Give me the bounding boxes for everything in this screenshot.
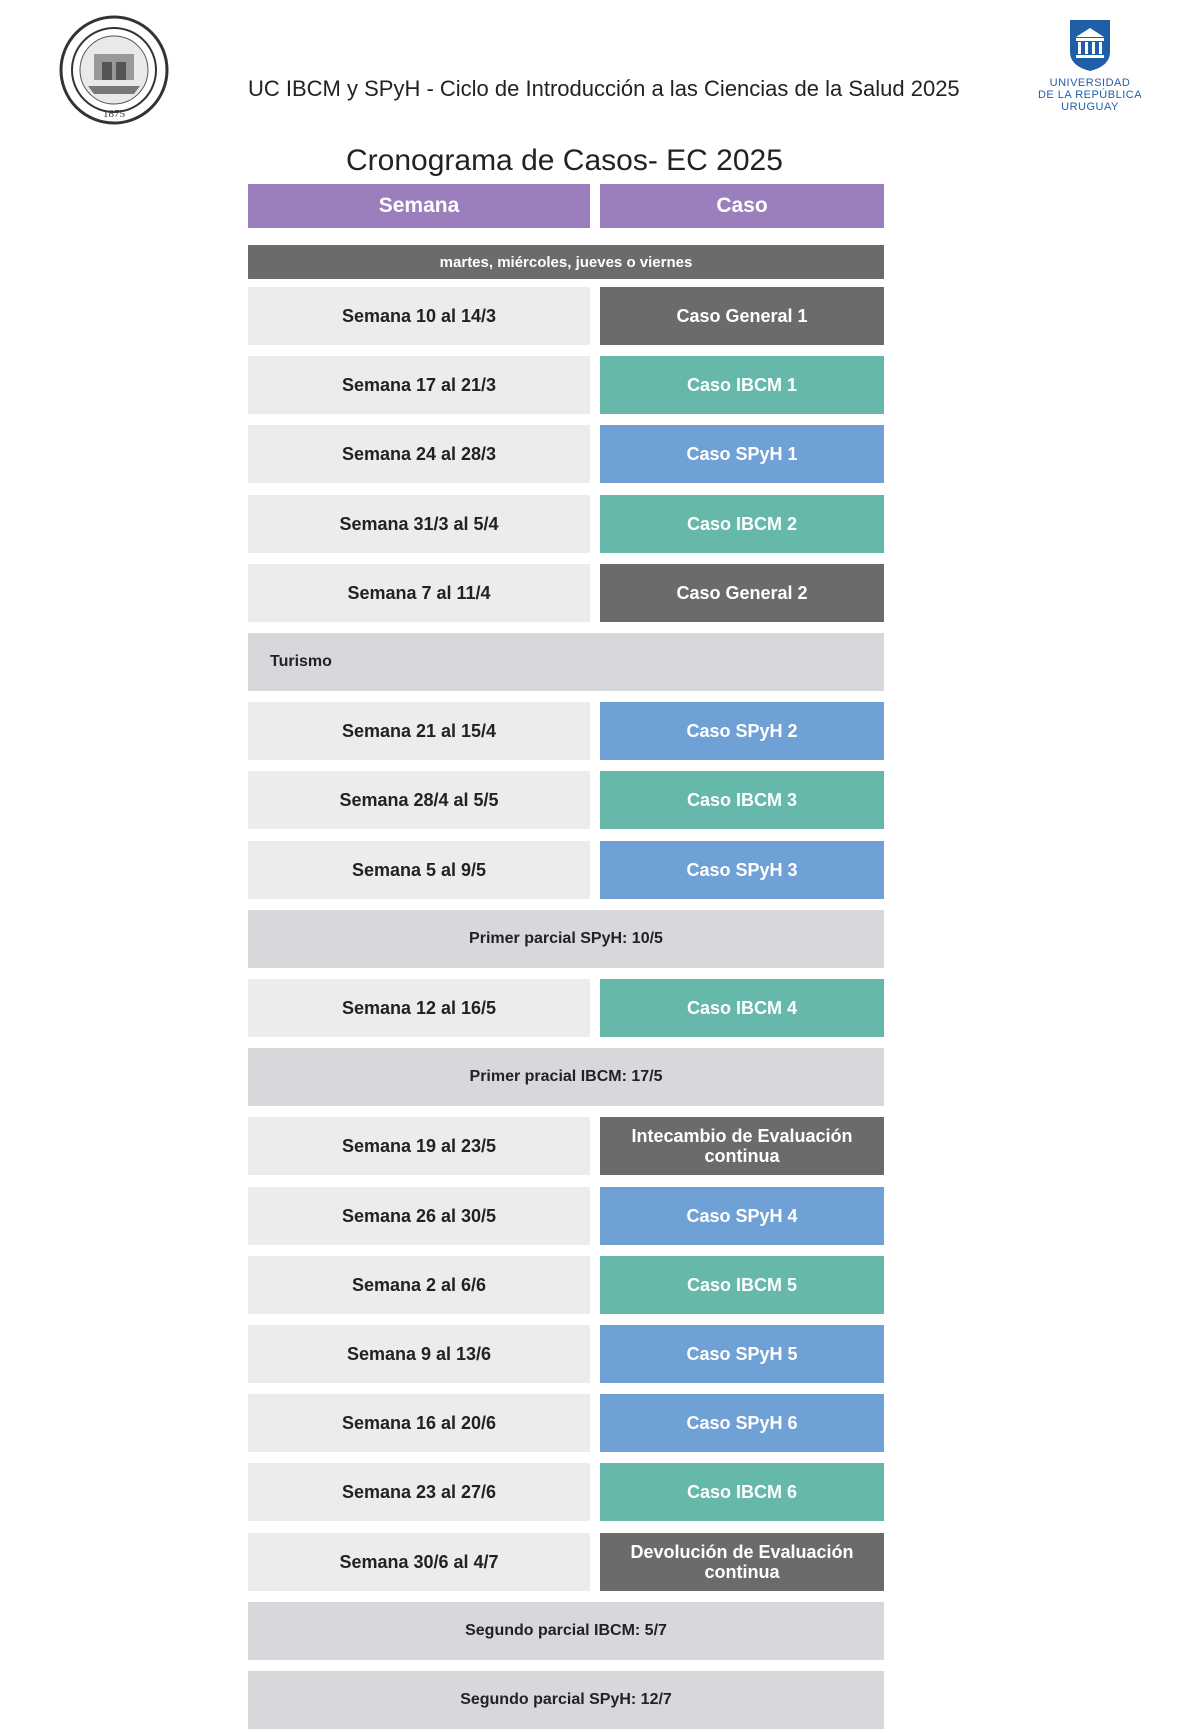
week-cell: Semana 28/4 al 5/5	[248, 771, 590, 829]
week-cell: Semana 7 al 11/4	[248, 564, 590, 622]
case-cell-ibcm: Caso IBCM 6	[600, 1463, 884, 1521]
week-cell: Semana 17 al 21/3	[248, 356, 590, 414]
case-cell-ibcm: Caso IBCM 1	[600, 356, 884, 414]
week-cell: Semana 30/6 al 4/7	[248, 1533, 590, 1591]
schedule-note: Segundo parcial SPyH: 12/7	[248, 1671, 884, 1729]
week-cell: Semana 5 al 9/5	[248, 841, 590, 899]
faculty-seal-logo	[58, 14, 170, 126]
case-cell-spyh: Caso SPyH 6	[600, 1394, 884, 1452]
case-cell-general: Caso General 1	[600, 287, 884, 345]
case-cell-general: Devolución de Evaluación continua	[600, 1533, 884, 1591]
schedule-note: Primer pracial IBCM: 17/5	[248, 1048, 884, 1106]
schedule-title: Cronograma de Casos- EC 2025	[346, 144, 783, 177]
logo-text-3: URUGUAY	[1061, 101, 1119, 113]
week-cell: Semana 9 al 13/6	[248, 1325, 590, 1383]
week-cell: Semana 21 al 15/4	[248, 702, 590, 760]
logo-text-1: UNIVERSIDAD	[1049, 77, 1131, 89]
schedule-note: Turismo	[248, 633, 884, 691]
case-cell-spyh: Caso SPyH 5	[600, 1325, 884, 1383]
case-cell-general: Caso General 2	[600, 564, 884, 622]
case-cell-spyh: Caso SPyH 3	[600, 841, 884, 899]
week-cell: Semana 24 al 28/3	[248, 425, 590, 483]
case-cell-spyh: Caso SPyH 2	[600, 702, 884, 760]
case-cell-spyh: Caso SPyH 1	[600, 425, 884, 483]
case-cell-spyh: Caso SPyH 4	[600, 1187, 884, 1245]
week-cell: Semana 23 al 27/6	[248, 1463, 590, 1521]
column-header-case: Caso	[600, 184, 884, 228]
schedule-note: Primer parcial SPyH: 10/5	[248, 910, 884, 968]
schedule-note: Segundo parcial IBCM: 5/7	[248, 1602, 884, 1660]
week-cell: Semana 2 al 6/6	[248, 1256, 590, 1314]
logo-text-2: DE LA REPÚBLICA	[1037, 89, 1143, 101]
seal-year: 1875	[103, 108, 125, 120]
case-cell-ibcm: Caso IBCM 2	[600, 495, 884, 553]
week-cell: Semana 10 al 14/3	[248, 287, 590, 345]
week-cell: Semana 26 al 30/5	[248, 1187, 590, 1245]
case-cell-ibcm: Caso IBCM 4	[600, 979, 884, 1037]
column-header-week: Semana	[248, 184, 590, 228]
case-cell-general: Intecambio de Evaluación continua	[600, 1117, 884, 1175]
days-bar: martes, miércoles, jueves o viernes	[248, 245, 884, 279]
university-emblem-icon	[1066, 18, 1114, 72]
week-cell: Semana 12 al 16/5	[248, 979, 590, 1037]
case-cell-ibcm: Caso IBCM 5	[600, 1256, 884, 1314]
week-cell: Semana 31/3 al 5/4	[248, 495, 590, 553]
week-cell: Semana 16 al 20/6	[248, 1394, 590, 1452]
header-title: UC IBCM y SPyH - Ciclo de Introducción a las Ciencias de la Salud 2025	[248, 76, 960, 101]
university-logo	[1030, 18, 1150, 118]
case-cell-ibcm: Caso IBCM 3	[600, 771, 884, 829]
week-cell: Semana 19 al 23/5	[248, 1117, 590, 1175]
